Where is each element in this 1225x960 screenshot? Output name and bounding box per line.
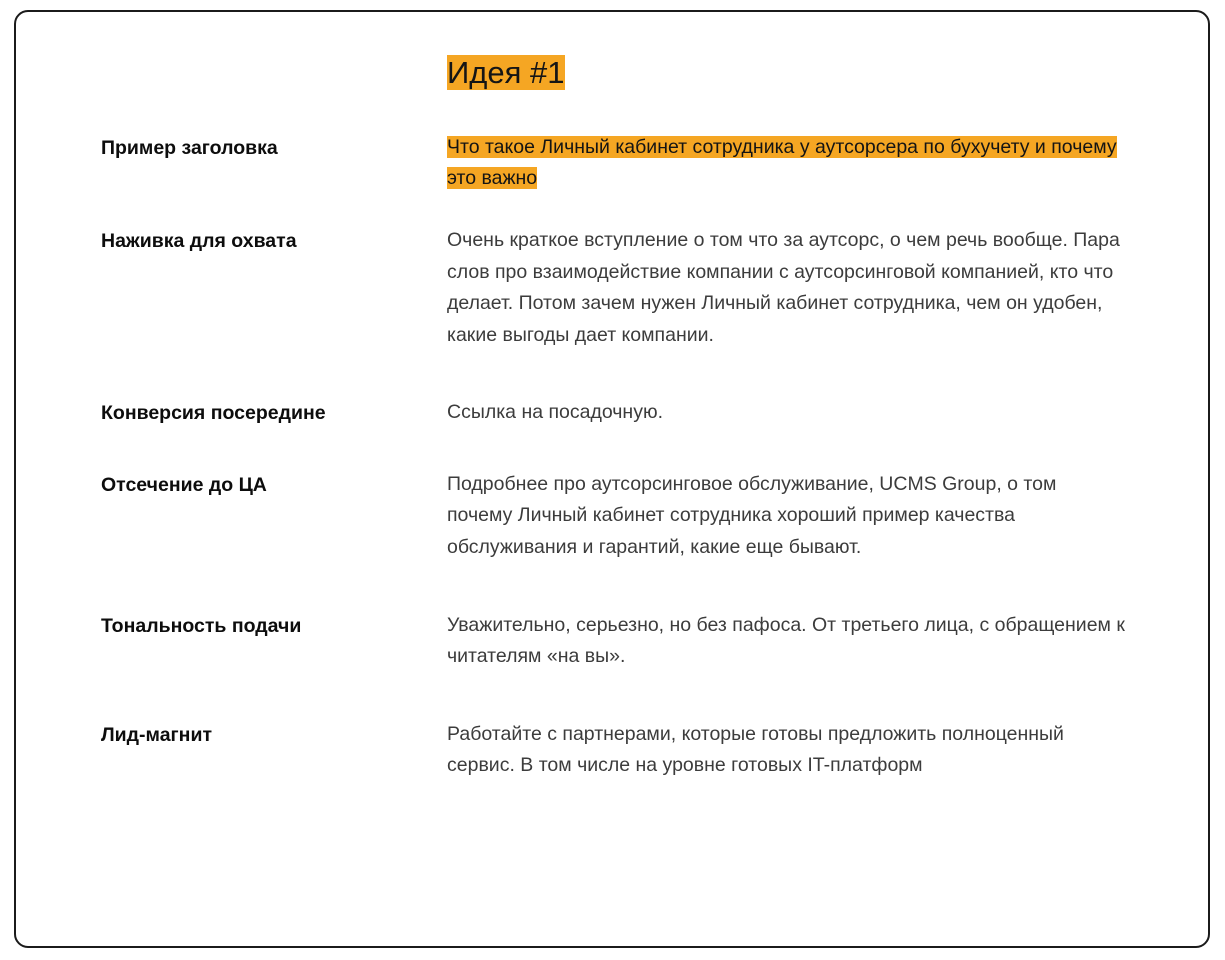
- row-label: Пример заголовка: [101, 136, 278, 159]
- document-title-row: [101, 52, 1148, 94]
- table-row: [101, 469, 1148, 564]
- row-value: Работайте с партнерами, которые готовы предложить полноценный сервис. В том числе на уровне готовых IT-платформ: [447, 722, 1064, 777]
- row-value: Уважительно, серьезно, но без пафоса. От третьего лица, с обращением к читателям «на вы».: [447, 613, 1125, 668]
- highlighted-text: Что такое Личный кабинет сотрудника у аутсорсера по бухучету и почему это важно: [447, 135, 1117, 190]
- row-value: [447, 132, 1127, 195]
- row-label: Отсечение до ЦА: [101, 473, 267, 496]
- row-label: Наживка для охвата: [101, 230, 297, 252]
- table-row: [101, 397, 1148, 429]
- row-value: Подробнее про аутсорсинговое обслуживание, UCMS Group, о том почему Личный кабинет сотрудника хороший пример качества обслуживания и гарантий, какие еще бывают.: [447, 472, 1057, 559]
- row-value: Ссылка на посадочную.: [447, 401, 663, 424]
- row-label: Лид-магнит: [101, 723, 212, 746]
- table-row: [101, 132, 1148, 195]
- row-label: Конверсия посередине: [101, 402, 326, 425]
- row-label: Тональность подачи: [101, 614, 302, 637]
- row-value: Очень краткое вступление о том что за аутсорс, о чем речь вообще. Пара слов про взаимодействие компании с аутсорсинговой компанией, кто что делает. Потом зачем нужен Личный кабинет сотрудника, чем он удобен, какие выгоды дает компании.: [447, 229, 1120, 346]
- table-row: [101, 719, 1148, 782]
- table-row: [101, 610, 1148, 673]
- table-row: [101, 225, 1148, 351]
- page-title: Идея #1: [447, 55, 565, 90]
- document-body: [16, 12, 1208, 946]
- document-card: [14, 10, 1210, 948]
